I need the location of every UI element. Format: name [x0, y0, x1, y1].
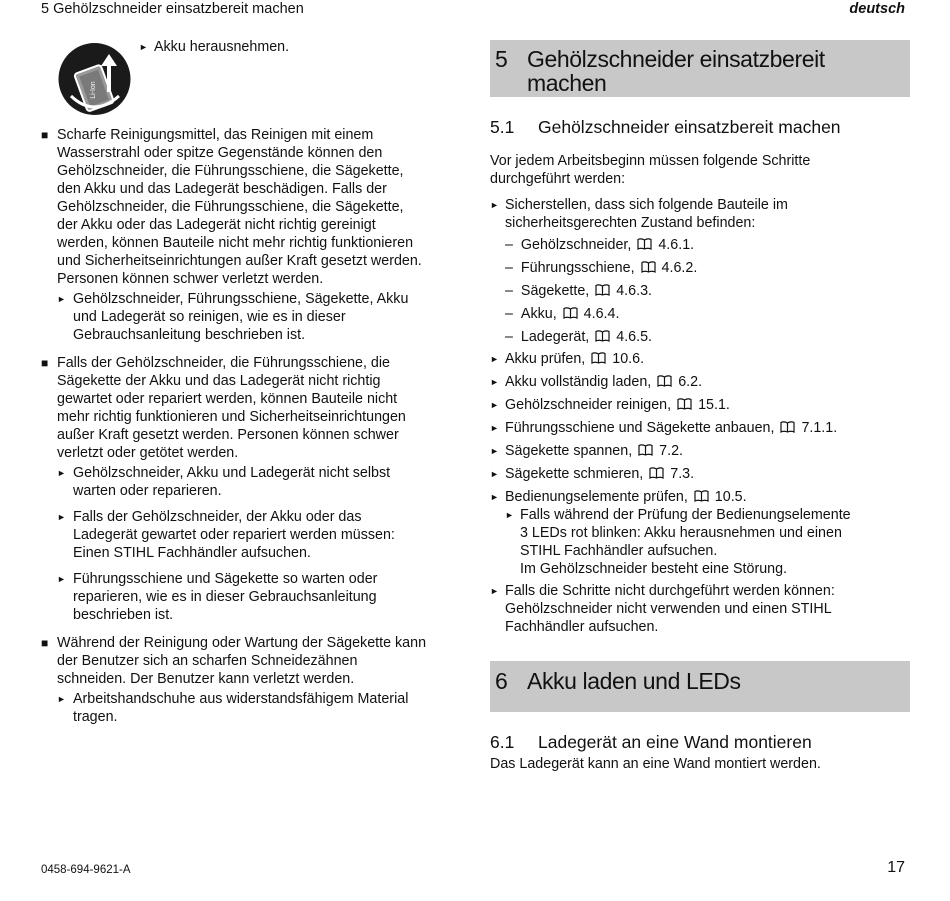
part-item: – Gehölzschneider, 4.6.1.: [505, 237, 695, 253]
step-arrow-icon: ►: [490, 469, 499, 479]
book-reference-icon: [677, 398, 692, 410]
part-item: – Ladegerät, 4.6.5.: [505, 329, 653, 345]
step-arrow-icon: ►: [57, 574, 66, 584]
step-item: [505, 488, 747, 506]
battery-remove-icon: [57, 40, 132, 118]
step-ref: 6.2.: [678, 374, 703, 390]
step-arrow-icon: ►: [57, 294, 66, 304]
cleaning-warning: Scharfe Reinigungsmittel, das Reinigen mit einem Wasserstrahl oder spitze Gegenstände können den Gehölzschneider, die Führungsschiene, die Sägekette, den Akku und das Ladegerät beschädigen. Falls der Gehölzschneider, die Führungsschiene, die Sägekette, der Akku oder das Ladegerät nicht richtig gereinigt werden, können Bauteile nicht mehr richtig funktionieren und Sicherheitseinrichtungen außer Kraft gesetzt werden. Personen können schwer verletzt werden.: [57, 127, 422, 287]
part-label: Führungsschiene,: [520, 260, 635, 276]
step-item: [505, 373, 702, 391]
book-reference-icon: [595, 284, 610, 296]
step-label: Gehölzschneider reinigen,: [505, 397, 672, 413]
check-parts-step: Sicherstellen, dass sich folgende Bauteile im sicherheitsgerechten Zustand befinden:: [505, 197, 788, 231]
step-item: [505, 396, 730, 414]
document-number: 0458-694-9621-A: [41, 864, 131, 876]
book-reference-icon: [649, 467, 664, 479]
step-arrow-icon: ►: [490, 200, 499, 210]
wall-mount-text: Das Ladegerät kann an eine Wand montiert werden.: [490, 756, 821, 772]
section-number: 5: [495, 46, 508, 72]
step-arrow-icon: ►: [490, 400, 499, 410]
section-6-heading: [490, 661, 910, 712]
warning-bullet-icon: ■: [41, 128, 49, 142]
running-header: 5 Gehölzschneider einsatzbereit machen: [41, 1, 304, 17]
intro-text: Vor jedem Arbeitsbeginn müssen folgende Schritte durchgeführt werden:: [490, 153, 811, 187]
book-reference-icon: [780, 421, 795, 433]
led-fault-substep: Falls während der Prüfung der Bedienungselemente 3 LEDs rot blinken: Akku herausnehmen und einen STIHL Fachhändler aufsuchen. Im Gehölzschneider besteht eine Störung.: [520, 507, 851, 577]
part-ref: 4.6.1.: [658, 237, 695, 253]
page-number: 17: [887, 859, 905, 876]
step-label: Sägekette spannen,: [505, 443, 633, 459]
cut-warning: Während der Reinigung oder Wartung der Sägekette kann der Benutzer sich an scharfen Schneidezähnen schneiden. Der Benutzer kann verletzt werden.: [57, 635, 427, 687]
cleaning-step: Gehölzschneider, Führungsschiene, Sägekette, Akku und Ladegerät so reinigen, wie es in dieser Gebrauchsanleitung beschrieben ist.: [73, 291, 409, 343]
section-title: Gehölzschneider einsatzbereit machen: [527, 46, 825, 96]
section-title: Akku laden und LEDs: [527, 668, 741, 694]
step-arrow-icon: ►: [57, 694, 66, 704]
book-reference-icon: [694, 490, 709, 502]
step-arrow-icon: ►: [490, 377, 499, 387]
step-label: Akku prüfen,: [505, 351, 586, 367]
step-arrow-icon: ►: [505, 510, 514, 520]
remove-battery-step: Akku herausnehmen.: [154, 39, 290, 55]
language-label: deutsch: [849, 1, 905, 17]
step-ref: 10.6.: [612, 351, 645, 367]
step-ref: 15.1.: [698, 397, 730, 413]
book-reference-icon: [637, 238, 652, 250]
part-label: Akku,: [520, 306, 557, 322]
battery-removal-pictogram: [57, 40, 132, 118]
section-number: 6: [495, 668, 508, 694]
step-ref: 7.3.: [670, 466, 695, 482]
step-arrow-icon: ►: [490, 492, 499, 502]
step-label: Bedienungselemente prüfen,: [505, 489, 688, 505]
subsection-number: 6.1: [490, 732, 515, 752]
maintenance-warning: Falls der Gehölzschneider, die Führungsschiene, die Sägekette der Akku und das Ladegerät nicht richtig gewartet oder repariert werden, können Bauteile nicht mehr richtig funktionieren und Sicherheitseinrichtungen außer Kraft gesetzt werden. Personen können schwer verletzt oder getötet werden.: [57, 355, 406, 461]
step-label: Akku vollständig laden,: [505, 374, 652, 390]
subsection-title: Gehölzschneider einsatzbereit machen: [538, 117, 841, 137]
chain-maintenance-step: Führungsschiene und Sägekette so warten oder reparieren, wie es in dieser Gebrauchsanleitung beschrieben ist.: [73, 571, 378, 623]
part-item: – Sägekette, 4.6.3.: [505, 283, 653, 299]
fail-step: Falls die Schritte nicht durchgeführt werden können: Gehölzschneider nicht verwenden und einen STIHL Fachhändler aufsuchen.: [505, 583, 835, 635]
book-reference-icon: [638, 444, 653, 456]
step-arrow-icon: ►: [139, 42, 148, 52]
subsection-6-1-heading: [490, 732, 910, 752]
part-item: – Akku, 4.6.4.: [505, 306, 620, 322]
part-ref: 4.6.3.: [616, 283, 653, 299]
step-item: [505, 419, 837, 437]
subsection-title: Ladegerät an eine Wand montieren: [538, 732, 812, 752]
part-item: – Führungsschiene, 4.6.2.: [505, 260, 698, 276]
step-item: [505, 350, 644, 368]
subsection-5-1-heading: [490, 117, 910, 137]
part-ref: 4.6.5.: [616, 329, 653, 345]
part-label: Ladegerät,: [520, 329, 590, 345]
book-reference-icon: [595, 330, 610, 342]
step-item: [505, 442, 683, 460]
step-arrow-icon: ►: [57, 468, 66, 478]
step-arrow-icon: ►: [490, 446, 499, 456]
book-reference-icon: [641, 261, 656, 273]
warning-bullet-icon: ■: [41, 356, 49, 370]
no-self-repair-step: Gehölzschneider, Akku und Ladegerät nicht selbst warten oder reparieren.: [73, 465, 391, 499]
part-label: Sägekette,: [520, 283, 590, 299]
book-reference-icon: [563, 307, 578, 319]
step-arrow-icon: ►: [490, 586, 499, 596]
battery-label: Li-Ion: [89, 81, 97, 99]
subsection-number: 5.1: [490, 117, 515, 137]
part-ref: 4.6.2.: [661, 260, 698, 276]
book-reference-icon: [591, 352, 606, 364]
step-ref: 7.1.1.: [801, 420, 838, 436]
part-ref: 4.6.4.: [583, 306, 620, 322]
step-ref: 10.5.: [714, 489, 747, 505]
step-arrow-icon: ►: [490, 354, 499, 364]
step-item: [505, 465, 694, 483]
step-ref: 7.2.: [659, 443, 684, 459]
step-label: Sägekette schmieren,: [505, 466, 644, 482]
section-5-heading: [490, 40, 910, 97]
part-label: Gehölzschneider,: [520, 237, 632, 253]
step-arrow-icon: ►: [57, 512, 66, 522]
step-arrow-icon: ►: [490, 423, 499, 433]
book-reference-icon: [657, 375, 672, 387]
step-label: Führungsschiene und Sägekette anbauen,: [505, 420, 775, 436]
warning-bullet-icon: ■: [41, 636, 49, 650]
gloves-step: Arbeitshandschuhe aus widerstandsfähigem Material tragen.: [73, 691, 409, 725]
dealer-repair-step: Falls der Gehölzschneider, der Akku oder das Ladegerät gewartet oder repariert werden müssen: Einen STIHL Fachhändler aufsuchen.: [73, 509, 395, 561]
